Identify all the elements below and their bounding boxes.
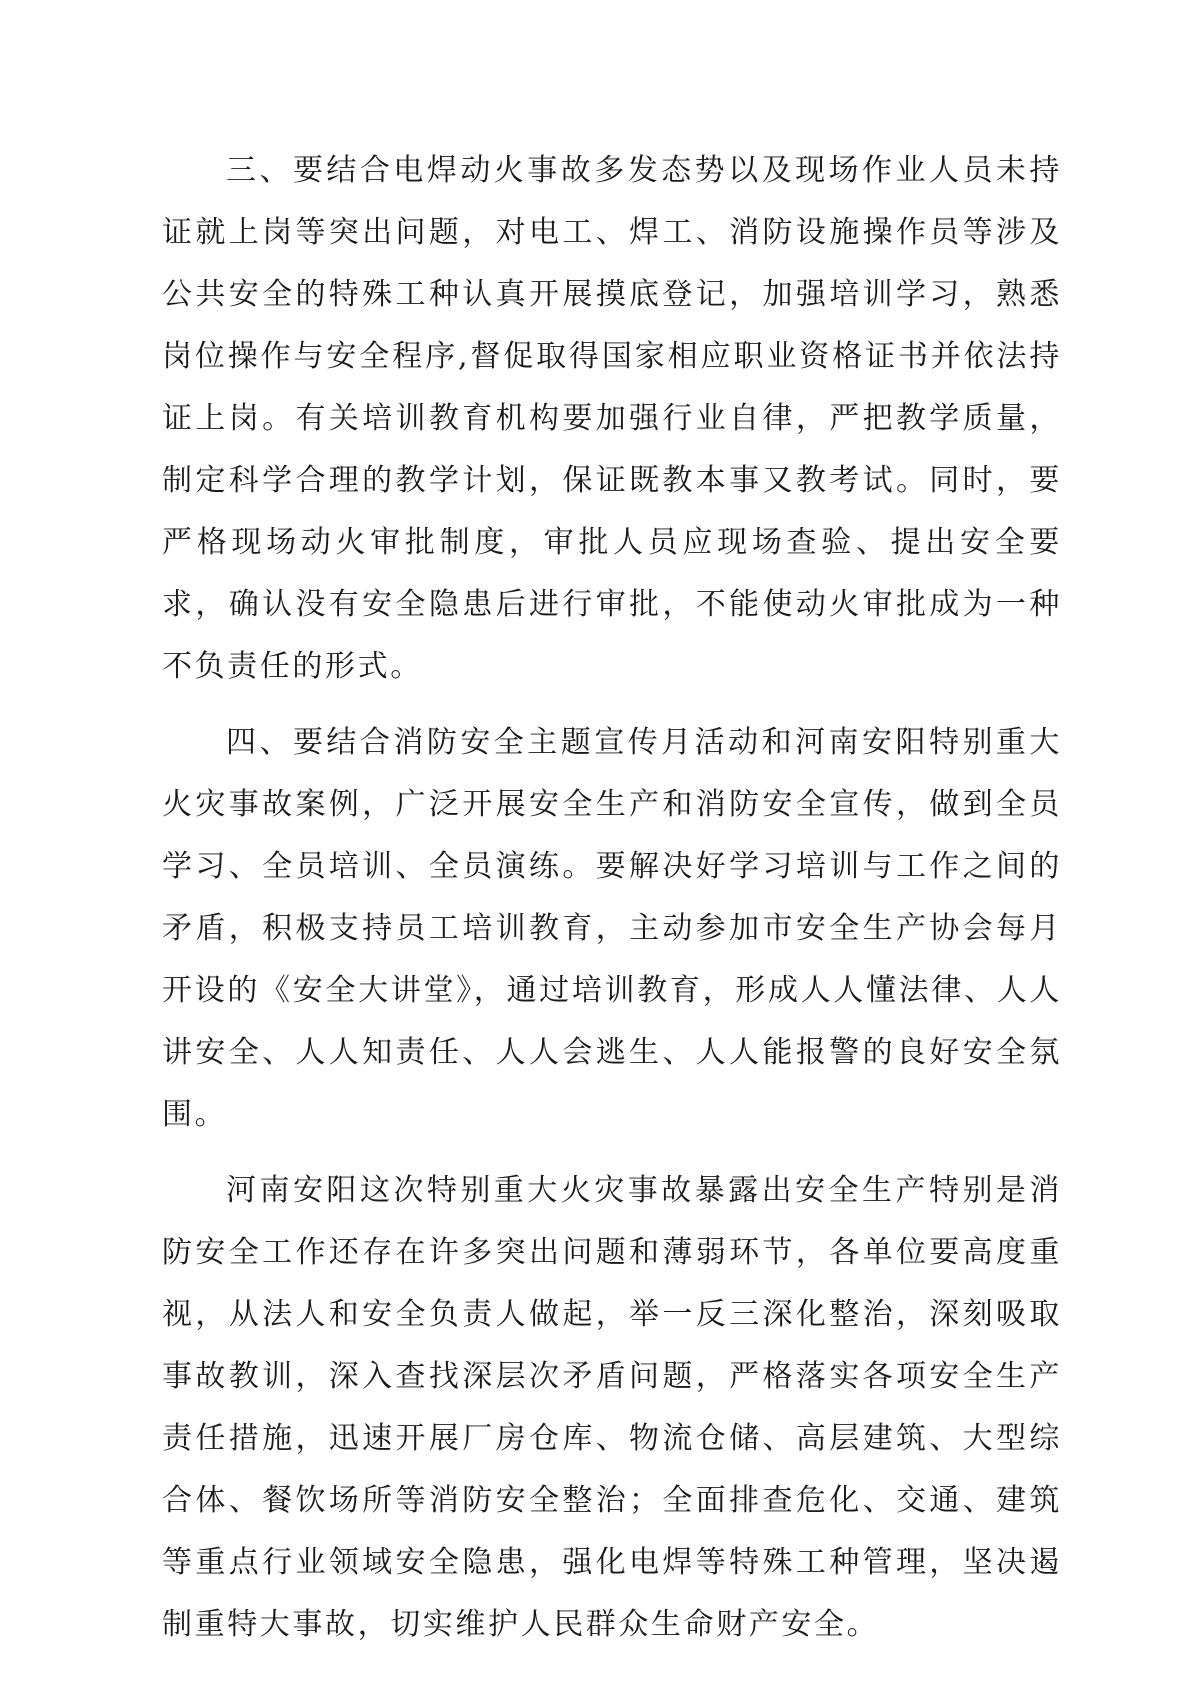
paragraph-conclusion: 河南安阳这次特别重大火灾事故暴露出安全生产特别是消防安全工作还存在许多突出问题和薄弱环节，各单位要高度重视，从法人和安全负责人做起，举一反三深化整治，深刻吸取事故教训，深入查找深层次矛盾问题，严格落实各项安全生产责任措施，迅速开展厂房仓库、物流仓储、高层建筑、大型综合体、餐饮场所等消防安全整治；全面排查危化、交通、建筑等重点行业领域安全隐患，强化电焊等特殊工种管理，坚决遏制重特大事故，切实维护人民群众生命财产安全。 (162, 1173, 1062, 1642)
paragraph-four-fire-safety-publicity: 四、要结合消防安全主题宣传月活动和河南安阳特别重大火灾事故案例，广泛开展安全生产和消防安全宣传，做到全员学习、全员培训、全员演练。要解决好学习培训与工作之间的矛盾，积极支持员工培训教育，主动参加市安全生产协会每月开设的《安全大讲堂》，通过培训教育，形成人人懂法律、人人讲安全、人人知责任、人人会逃生、人人能报警的良好安全氛围。 (162, 725, 1062, 1132)
document-body (162, 140, 1062, 1656)
paragraph-three-special-workers: 三、要结合电焊动火事故多发态势以及现场作业人员未持证就上岗等突出问题，对电工、焊工、消防设施操作员等涉及公共安全的特殊工种认真开展摸底登记，加强培训学习，熟悉岗位操作与安全程序,督促取得国家相应职业资格证书并依法持证上岗。有关培训教育机构要加强行业自律，严把教学质量，制定科学合理的教学计划，保证既教本事又教考试。同时，要严格现场动火审批制度，审批人员应现场查验、提出安全要求，确认没有安全隐患后进行审批，不能使动火审批成为一种不负责任的形式。 (162, 153, 1062, 684)
